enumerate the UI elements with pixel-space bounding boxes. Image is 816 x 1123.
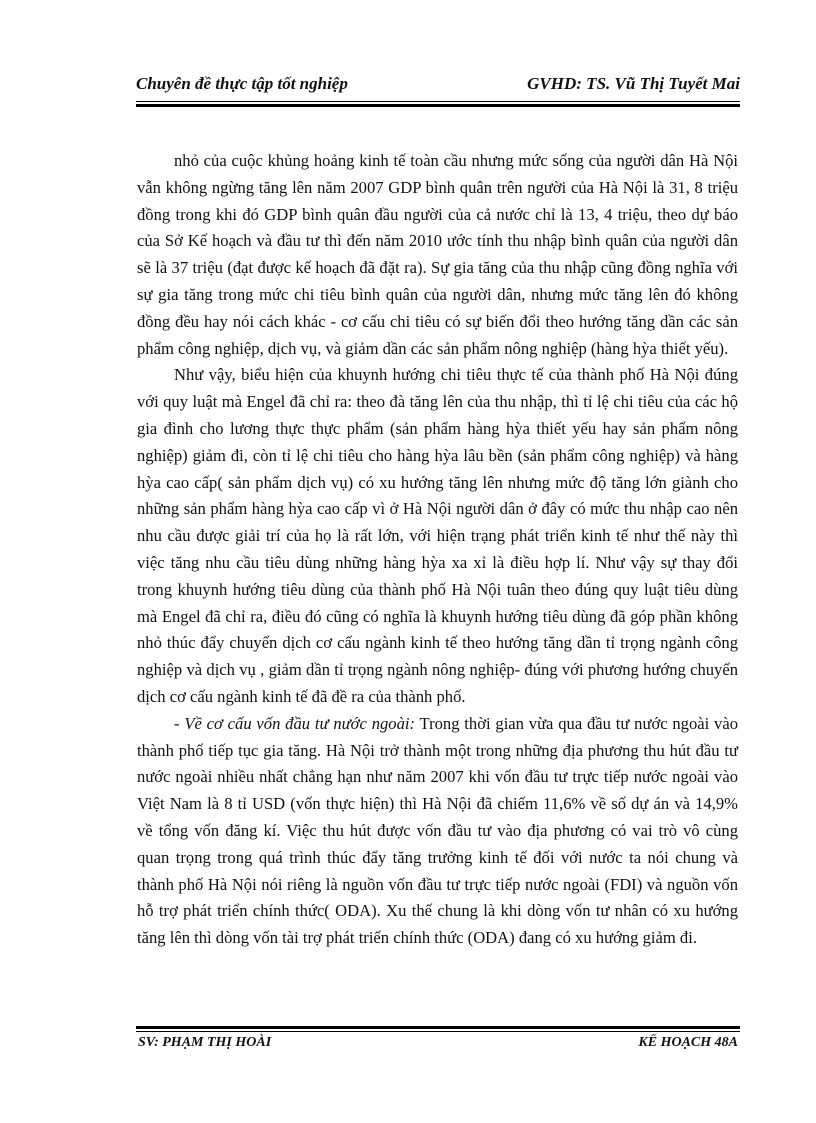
paragraph-2: Như vậy, biểu hiện của khuynh hướng chi tiêu thực tế của thành phố Hà Nội đúng với quy luật mà Engel đã chỉ ra: theo đà tăng lên của thu nhập, thì tỉ lệ chi tiêu của các hộ gia đình cho lương thực thực phẩm (sản phẩm hàng hỳa thiết yếu hay sản phẩm nông nghiệp) giảm đi, còn tỉ lệ chi tiêu cho hàng hỳa lâu bền (sản phẩm công nghiệp) và hàng hỳa cao cấp( sản phẩm dịch vụ) có xu hướng tăng lên nhưng mức độ tăng lớn giành cho những sản phẩm hàng hỳa cao cấp vì ở Hà Nội người dân ở đây có mức thu nhập cao nên nhu cầu được giải trí của họ là rất lớn, với hiện trạng phát triển kinh tế như thế này thì việc tăng nhu cầu tiêu dùng những hàng hỳa xa xỉ là điều hợp lí. Như vậy sự thay đổi trong khuynh hướng tiêu dùng của thành phố Hà Nội tuân theo đúng quy luật tiêu dùng mà Engel đã chỉ ra, điều đó cũng có nghĩa là khuynh hướng tiêu dùng đã góp phần không nhỏ thúc đẩy chuyển dịch cơ cấu ngành kinh tế theo hướng tăng dần tỉ trọng ngành công nghiệp và dịch vụ , giảm dần tỉ trọng ngành nông nghiệp- đúng với phương hướng chuyển dịch cơ cấu ngành kinh tế đã đề ra của thành phố. [137,365,738,706]
paragraph-1: nhỏ của cuộc khủng hoảng kinh tế toàn cầu nhưng mức sống của người dân Hà Nội vẫn không ngừng tăng lên năm 2007 GDP bình quân trên người của Hà Nội là 31, 8 triệu đồng trong khi đó GDP bình quân đầu người của cả nước chỉ là 13, 4 triệu, theo dự báo của Sở Kế hoạch và đầu tư thì đến năm 2010 ước tính thu nhập bình quân của người dân sẽ là 37 triệu (đạt được kế hoạch đã đặt ra). Sự gia tăng của thu nhập cũng đồng nghĩa với sự gia tăng trong mức chi tiêu bình quân của người dân, nhưng mức tăng lên đó không đồng đều hay nói cách khác - cơ cấu chi tiêu có sự biến đổi theo hướng tăng dần các sản phẩm công nghiệp, dịch vụ, và giảm dần các sản phẩm nông nghiệp (hàng hỳa thiết yếu). [137,151,738,358]
page-footer [136,1035,740,1059]
paragraph-3 [137,711,738,952]
paragraph-3-text: Trong thời gian vừa qua đầu tư nước ngoài vào thành phố tiếp tục gia tăng. Hà Nội trở thành một trong những địa phương thu hút đầu tư nước ngoài nhiều nhất chẳng hạn như năm 2007 khi vốn đầu tư trực tiếp nước ngoài vào Việt Nam là 8 tỉ USD (vốn thực hiện) thì Hà Nội đã chiếm 11,6% về số dự án và 14,9% về tổng vốn đăng kí. Việc thu hút được vốn đầu tư vào địa phương có vai trò vô cùng quan trọng trong quá trình thúc đẩy tăng trưởng kinh tế đối với nước ta nói chung và thành phố Hà Nội nói riêng là nguồn vốn đầu tư trực tiếp nước ngoài (FDI) và nguồn vốn hỗ trợ phát triển chính thức( ODA). Xu thế chung là khi dòng vốn tư nhân có xu hướng tăng lên thì dòng vốn tài trợ phát triển chính thức (ODA) đang có xu hướng giảm đi. [137,713,739,948]
footer-class: KẾ HOẠCH 48A [638,1035,738,1050]
footer-rule-thin [136,1031,740,1032]
footer-rule-thick [136,1026,740,1029]
page-header [136,72,740,98]
header-title: Chuyên đề thực tập tốt nghiệp [136,74,348,93]
footer-student: SV: PHẠM THỊ HOÀI [138,1035,272,1050]
paragraph-3-lead: - Về cơ cấu vốn đầu tư nước ngoài: [174,713,416,733]
header-supervisor: GVHD: TS. Vũ Thị Tuyết Mai [527,74,740,93]
header-rule-thin [136,101,740,102]
header-rule-thick [136,104,740,107]
document-body [137,148,738,952]
